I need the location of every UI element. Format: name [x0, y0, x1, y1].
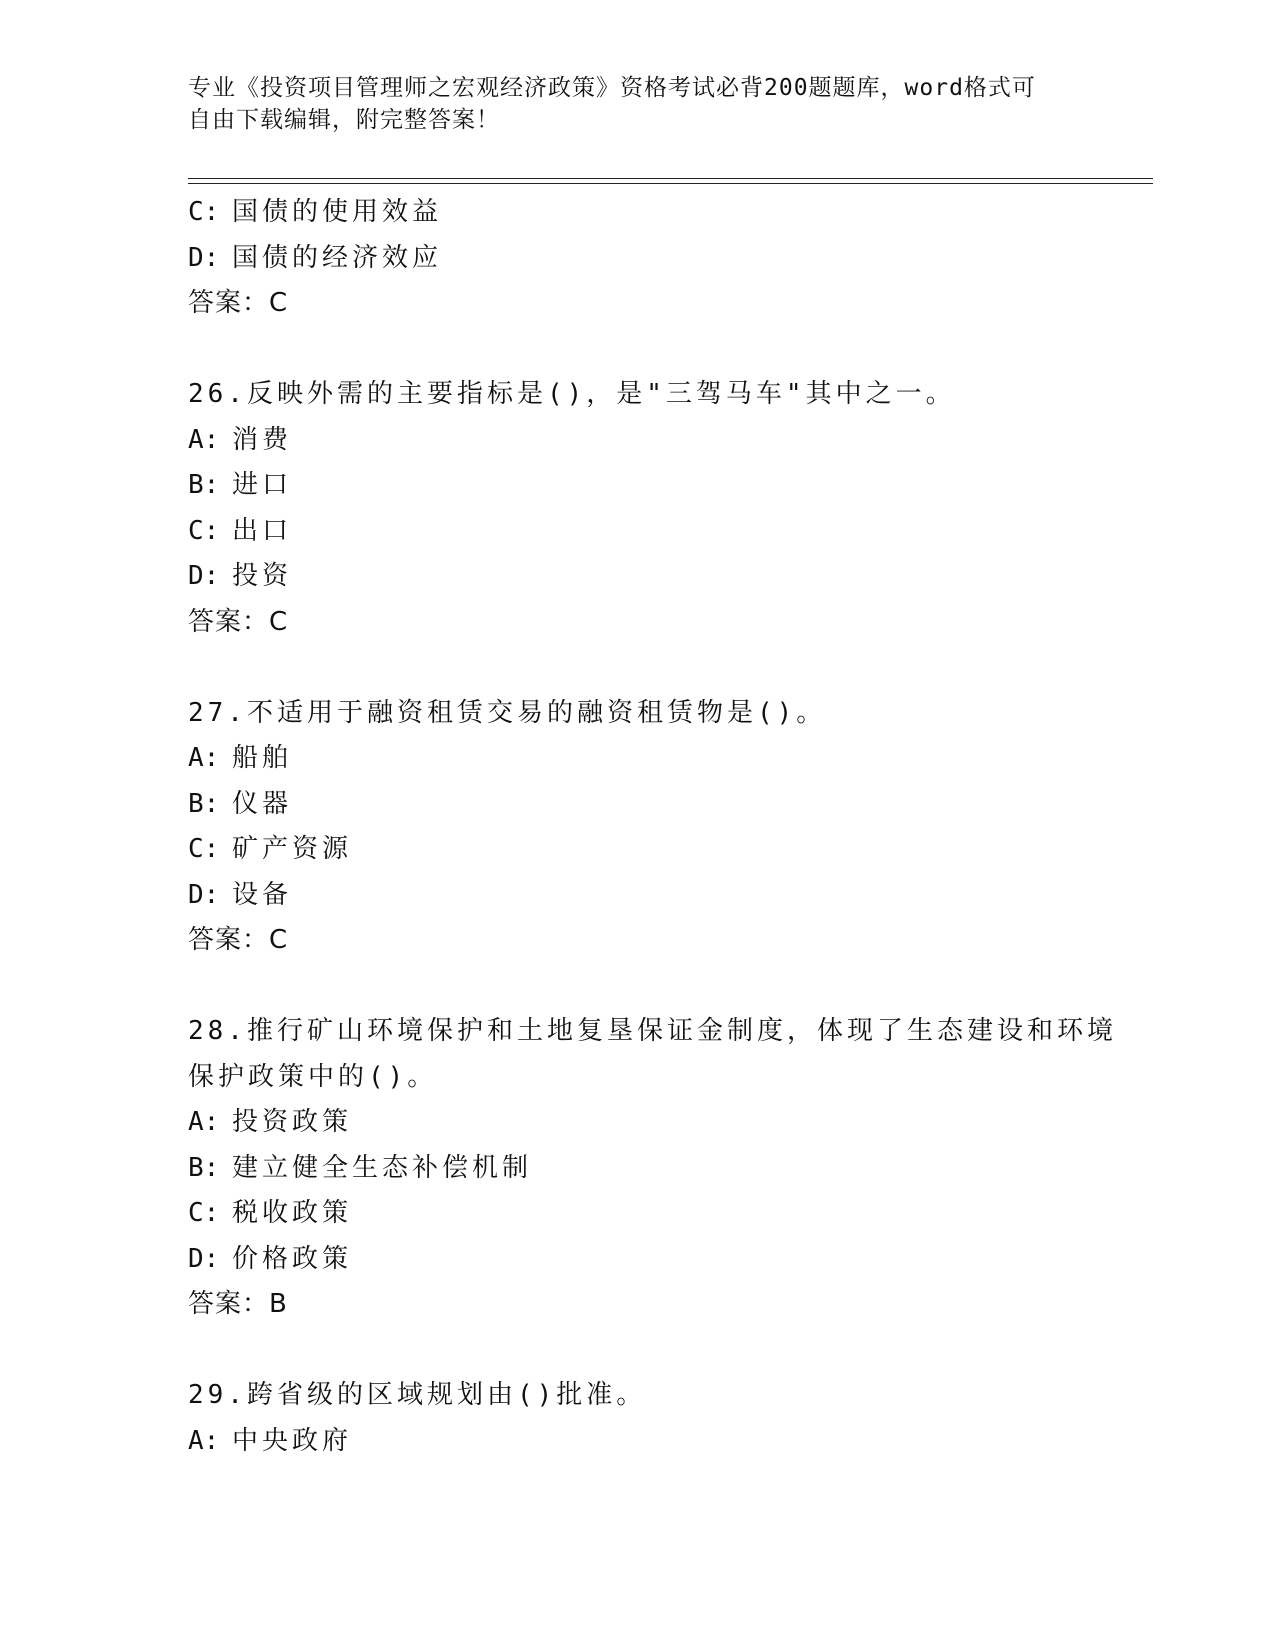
question-stem: 28.推行矿山环境保护和土地复垦保证金制度，体现了生态建设和环境 — [188, 1016, 1117, 1046]
option-letter: C: — [188, 834, 220, 864]
option-row — [188, 1146, 1128, 1192]
option-letter: A: — [188, 1107, 220, 1137]
option-row — [188, 418, 1128, 464]
question-26 — [188, 372, 1128, 645]
option-text: 中央政府 — [232, 1425, 353, 1456]
header-rule-top — [188, 178, 1153, 179]
header-line-1: 专业《投资项目管理师之宏观经济政策》资格考试必背200题题库，word格式可 — [188, 75, 1036, 101]
option-text: 价格政策 — [232, 1243, 353, 1274]
option-letter: A: — [188, 424, 220, 455]
option-row — [188, 236, 1128, 282]
question-29 — [188, 1373, 1128, 1464]
option-row — [188, 463, 1128, 509]
option-row — [188, 1237, 1128, 1283]
answer-line: 答案：C — [188, 925, 289, 955]
option-letter: D: — [188, 1243, 220, 1274]
answer-line: 答案：B — [188, 1289, 288, 1319]
option-text: 国债的使用效益 — [232, 197, 443, 227]
spacer — [188, 327, 1128, 373]
question-stem: 27.不适用于融资租赁交易的融资租赁物是()。 — [188, 697, 827, 728]
option-text: 设备 — [232, 879, 293, 910]
option-text: 建立健全生态补偿机制 — [232, 1152, 533, 1183]
option-letter: C: — [188, 1198, 220, 1228]
question-stem-continued: 保护政策中的()。 — [188, 1061, 438, 1092]
option-text: 税收政策 — [232, 1198, 353, 1228]
document-header — [188, 72, 1068, 136]
option-text: 国债的经济效应 — [232, 242, 443, 273]
option-row — [188, 782, 1128, 828]
option-letter: C: — [188, 197, 220, 227]
option-text: 消费 — [232, 424, 293, 455]
previous-question — [188, 190, 1128, 327]
header-rule-bottom — [188, 183, 1153, 184]
option-row — [188, 1419, 1128, 1465]
question-28 — [188, 1009, 1128, 1328]
question-list — [188, 190, 1128, 1464]
question-stem: 26.反映外需的主要指标是()，是"三驾马车"其中之一。 — [188, 379, 956, 409]
header-line-2: 自由下载编辑，附完整答案！ — [188, 107, 500, 133]
option-row — [188, 873, 1128, 919]
option-letter: B: — [188, 1152, 220, 1183]
answer-line: 答案：C — [188, 606, 289, 637]
option-letter: D: — [188, 561, 220, 591]
option-letter: A: — [188, 743, 220, 773]
option-letter: C: — [188, 515, 220, 546]
option-row — [188, 554, 1128, 600]
option-letter: B: — [188, 788, 220, 819]
option-row — [188, 827, 1128, 873]
option-text: 仪器 — [232, 788, 293, 819]
spacer — [188, 1328, 1128, 1374]
option-text: 出口 — [232, 515, 293, 546]
question-27 — [188, 691, 1128, 964]
option-letter: B: — [188, 470, 220, 500]
option-text: 矿产资源 — [232, 834, 353, 864]
option-letter: A: — [188, 1425, 220, 1456]
option-text: 进口 — [232, 470, 293, 500]
option-text: 船舶 — [232, 743, 293, 773]
option-text: 投资政策 — [232, 1107, 353, 1137]
option-letter: D: — [188, 879, 220, 910]
option-row — [188, 190, 1128, 236]
option-row — [188, 1191, 1128, 1237]
option-row — [188, 736, 1128, 782]
option-text: 投资 — [232, 561, 293, 591]
question-stem: 29.跨省级的区域规划由()批准。 — [188, 1380, 647, 1410]
option-row — [188, 1100, 1128, 1146]
answer-line: 答案：C — [188, 288, 289, 318]
spacer — [188, 964, 1128, 1010]
spacer — [188, 645, 1128, 691]
option-letter: D: — [188, 242, 220, 273]
option-row — [188, 509, 1128, 555]
